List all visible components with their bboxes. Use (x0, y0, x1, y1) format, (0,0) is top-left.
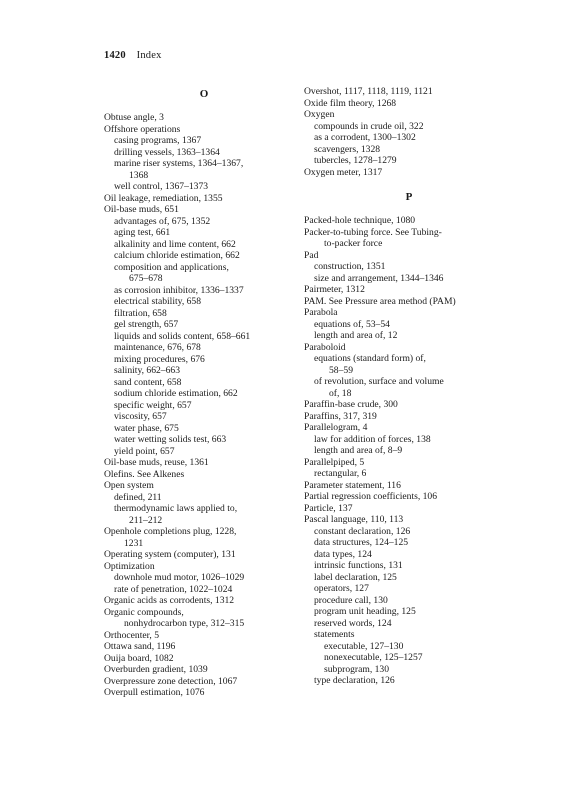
index-entry: Overpull estimation, 1076 (104, 687, 205, 698)
index-entry: Partial regression coefficients, 106 (304, 491, 438, 502)
index-entry: Overshot, 1117, 1118, 1119, 1121 (304, 86, 433, 97)
index-subentry: constant declaration, 126 (314, 525, 411, 537)
right-column (304, 86, 514, 687)
index-subentry: construction, 1351 (314, 261, 386, 272)
index-entry: Ottawa sand, 1196 (104, 641, 176, 652)
index-subentry: composition and applications, (114, 261, 229, 273)
index-entry: Paraffins, 317, 319 (304, 410, 377, 422)
index-subentry: to-packer force (324, 238, 383, 249)
index-entry: Pascal language, 110, 113 (304, 514, 404, 525)
index-subentry: statements (314, 629, 355, 640)
index-subentry: program unit heading, 125 (314, 606, 416, 617)
index-subentry: downhole mud motor, 1026–1029 (114, 572, 245, 583)
index-subentry: size and arrangement, 1344–1346 (314, 272, 444, 284)
index-entry: Particle, 137 (304, 502, 353, 514)
index-entry: Oxygen (304, 109, 335, 120)
section-letter-p: P (405, 191, 413, 203)
index-subentry: advantages of, 675, 1352 (114, 215, 211, 227)
index-subentry: 1231 (124, 537, 144, 549)
index-subentry: maintenance, 676, 678 (114, 342, 201, 353)
index-entry: Offshore operations (104, 123, 181, 135)
index-subentry: drilling vessels, 1363–1364 (114, 146, 220, 158)
right-top-entry-list (304, 86, 514, 178)
index-subentry: casing programs, 1367 (114, 135, 202, 146)
index-subentry: tubercles, 1278–1279 (314, 155, 397, 166)
page-number: 1420 (104, 50, 126, 61)
index-subentry: thermodynamic laws applied to, (114, 503, 238, 514)
index-subentry: operators, 127 (314, 583, 369, 594)
index-subentry: scavengers, 1328 (314, 143, 381, 155)
index-subentry: defined, 211 (114, 491, 162, 503)
index-subentry: 58–59 (329, 364, 353, 376)
index-subentry: sand content, 658 (114, 376, 182, 388)
index-subentry: calcium chloride estimation, 662 (114, 250, 240, 261)
index-subentry: 211–212 (129, 514, 163, 526)
index-subentry: water wetting solids test, 663 (114, 434, 227, 445)
index-entry: Paraffin-base crude, 300 (304, 399, 398, 410)
index-subentry: of revolution, surface and volume (314, 376, 444, 387)
index-subentry: as a corrodent, 1300–1302 (314, 132, 416, 143)
index-subentry: viscosity, 657 (114, 411, 167, 422)
index-subentry: executable, 127–130 (324, 640, 404, 652)
index-entry: Obtuse angle, 3 (104, 112, 164, 123)
index-subentry: filtration, 658 (114, 307, 167, 319)
left-entry-list (104, 112, 304, 699)
right-entry-list (304, 215, 514, 687)
index-subentry: compounds in crude oil, 322 (314, 120, 424, 132)
index-subentry: liquids and solids content, 658–661 (114, 330, 251, 342)
index-subentry: water phase, 675 (114, 422, 179, 434)
index-entry: Packer-to-tubing force. See Tubing- (304, 226, 442, 238)
index-entry: Packed-hole technique, 1080 (304, 215, 416, 226)
index-subentry: label declaration, 125 (314, 571, 397, 583)
index-subentry: 1368 (129, 169, 149, 181)
index-entry: Olefins. See Alkenes (104, 468, 185, 480)
index-entry: Parabola (304, 307, 338, 318)
index-subentry: equations (standard form) of, (314, 353, 426, 364)
index-subentry: type declaration, 126 (314, 675, 395, 686)
index-entry: Parallelpiped, 5 (304, 456, 365, 468)
index-entry: Organic acids as corrodents, 1312 (104, 595, 235, 606)
index-subentry: electrical stability, 658 (114, 296, 202, 307)
index-entry: Organic compounds, (104, 606, 184, 618)
index-subentry: law for addition of forces, 138 (314, 433, 431, 445)
index-entry: Open system (104, 480, 154, 491)
index-subentry: length and area of, 12 (314, 330, 398, 341)
index-subentry: yield point, 657 (114, 445, 175, 457)
index-subentry: reserved words, 124 (314, 617, 392, 629)
index-entry: Oil leakage, remediation, 1355 (104, 192, 223, 204)
index-subentry: equations of, 53–54 (314, 318, 390, 330)
index-subentry: rectangular, 6 (314, 468, 367, 479)
index-subentry: procedure call, 130 (314, 594, 388, 606)
index-entry: Pad (304, 249, 319, 261)
index-entry: Orthocenter, 5 (104, 629, 160, 641)
section-letter-o: O (199, 88, 209, 100)
index-subentry: rate of penetration, 1022–1024 (114, 583, 233, 595)
left-column (104, 88, 304, 699)
index-entry: PAM. See Pressure area method (PAM) (304, 295, 456, 307)
index-subentry: data types, 124 (314, 548, 372, 560)
index-subentry: nonexecutable, 125–1257 (324, 652, 423, 663)
index-subentry: well control, 1367–1373 (114, 181, 209, 192)
index-subentry: intrinsic functions, 131 (314, 560, 403, 571)
index-entry: Ouija board, 1082 (104, 652, 174, 664)
index-entry: Overpressure zone detection, 1067 (104, 675, 238, 687)
index-subentry: marine riser systems, 1364–1367, (114, 158, 244, 169)
index-subentry: specific weight, 657 (114, 399, 192, 411)
index-subentry: subprogram, 130 (324, 663, 390, 675)
index-subentry: nonhydrocarbon type, 312–315 (124, 618, 245, 629)
index-entry: Oil-base muds, 651 (104, 204, 179, 215)
index-entry: Pairmeter, 1312 (304, 284, 365, 295)
index-subentry: data structures, 124–125 (314, 537, 409, 548)
index-entry: Oil-base muds, reuse, 1361 (104, 457, 209, 468)
index-entry: Parallelogram, 4 (304, 422, 368, 433)
index-subentry: mixing procedures, 676 (114, 353, 205, 365)
running-title: Index (136, 50, 162, 61)
index-subentry: sodium chloride estimation, 662 (114, 388, 238, 399)
index-entry: Parameter statement, 116 (304, 479, 401, 491)
index-subentry: aging test, 661 (114, 227, 171, 238)
index-subentry: of, 18 (329, 387, 352, 399)
index-entry: Oxygen meter, 1317 (304, 166, 383, 178)
index-entry: Overburden gradient, 1039 (104, 664, 208, 675)
running-header (104, 50, 162, 61)
index-subentry: 675–678 (129, 273, 163, 284)
index-entry: Operating system (computer), 131 (104, 549, 236, 560)
index-subentry: alkalinity and lime content, 662 (114, 238, 236, 250)
index-entry: Oxide film theory, 1268 (304, 97, 397, 109)
index-subentry: length and area of, 8–9 (314, 445, 403, 456)
index-subentry: salinity, 662–663 (114, 365, 180, 376)
index-entry: Openhole completions plug, 1228, (104, 526, 237, 537)
index-entry: Paraboloid (304, 341, 346, 353)
index-entry: Optimization (104, 560, 155, 572)
index-subentry: gel strength, 657 (114, 319, 179, 330)
index-subentry: as corrosion inhibitor, 1336–1337 (114, 284, 244, 296)
